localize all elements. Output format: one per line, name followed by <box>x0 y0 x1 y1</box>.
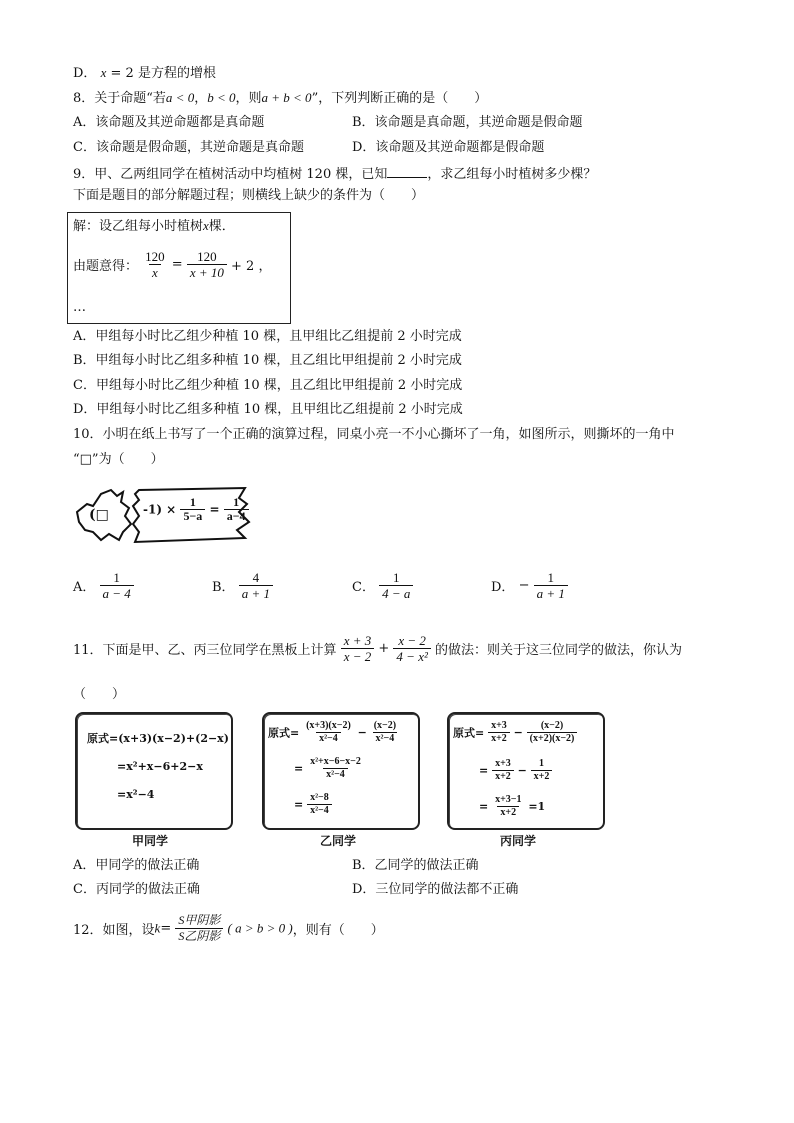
q9-box-line1 <box>73 217 235 236</box>
torn-frac-1 <box>180 496 205 523</box>
q11-stem-b: 的做法：则关于这三位同学的做法，你认为 <box>435 643 683 658</box>
equals: = <box>294 798 304 811</box>
frac-den: x+2 <box>492 770 514 783</box>
q9-eq: = <box>171 257 183 272</box>
board-yi-line2 <box>294 756 364 781</box>
q10-stem1: 10．小明在纸上书写了一个正确的演算过程，同桌小亮一不小心撕坏了一角，如图所示，则撕坏的一角中 <box>73 427 675 442</box>
q11-frac-2 <box>393 633 430 664</box>
q9-box-line1-b: 棵． <box>208 219 235 234</box>
q12-stem <box>73 913 384 944</box>
q9-box-ellipsis: … <box>73 300 86 315</box>
q10-option-c <box>352 570 413 601</box>
board-bing-caption: 丙同学 <box>500 834 537 848</box>
torn-paper-figure <box>73 482 253 552</box>
q8-stem <box>73 89 487 108</box>
q9-stem-a: 9．甲、乙两组同学在植树活动中均植树 120 棵，已知 <box>73 167 388 182</box>
equals: = <box>479 764 489 777</box>
option-label: A． <box>73 580 96 595</box>
frac-num: 4 <box>252 570 260 585</box>
frac-den: x²−4 <box>307 804 332 817</box>
frac-den: x − 2 <box>341 648 375 664</box>
frac-num: x − 2 <box>398 633 426 648</box>
frac-num: x²−8 <box>310 792 329 803</box>
frac-num: (x−2) <box>540 720 564 731</box>
minus: − <box>513 726 523 739</box>
board-bing-l3-frac <box>492 794 524 819</box>
q8-stem-a: 8．关于命题“若 <box>73 91 166 106</box>
q10-option-d <box>491 570 568 601</box>
frac-num: x²+x−6−x−2 <box>310 756 361 767</box>
q11-frac-1 <box>341 633 375 664</box>
frac-num: 1 <box>113 570 120 585</box>
board-bing-l1-frac2 <box>527 720 578 745</box>
q8-option-c: C．该命题是假命题，其逆命题是真命题 <box>73 140 304 155</box>
frac-den: a + 1 <box>534 585 568 601</box>
q8-sep1: ， <box>194 91 208 106</box>
q9-box-line1-a: 解：设乙组每小时植树 <box>73 219 204 234</box>
q9-stem2: 下面是题目的部分解题过程；则横线上缺少的条件为（ ） <box>73 188 425 203</box>
frac-den: a + 1 <box>239 585 273 601</box>
q8-cond2: b < 0 <box>207 90 236 105</box>
frac-num: x + 3 <box>343 633 372 648</box>
frac-num: x+3−1 <box>495 794 522 805</box>
frac-den: a − 4 <box>100 585 134 601</box>
q12-k: k <box>154 920 161 936</box>
frac-num: (x+3)(x−2) <box>306 720 351 731</box>
frac-den: (x+2)(x−2) <box>527 732 578 745</box>
frac-num: 1 <box>539 758 545 769</box>
equals: = <box>479 800 489 813</box>
q9-solution-box <box>67 212 291 324</box>
board-yi-line3 <box>294 792 332 817</box>
q8-option-b: B．该命题是真命题，其逆命题是假命题 <box>352 115 583 130</box>
board-bing-line2 <box>479 758 552 783</box>
q9-option-d: D．甲组每小时比乙组多种植 10 棵，且甲组比乙组提前 2 小时完成 <box>73 402 463 417</box>
q10-option-a <box>73 570 134 601</box>
q11-option-c: C．丙同学的做法正确 <box>73 882 200 897</box>
q12-cond: ( a > b > 0 ) <box>227 920 293 936</box>
q11-option-a: A．甲同学的做法正确 <box>73 858 200 873</box>
q9-box-var: x <box>203 218 209 233</box>
q9-frac2-num: 120 <box>197 249 217 264</box>
q10-option-a-frac <box>100 570 134 601</box>
frac-den: x+2 <box>488 732 510 745</box>
board-bing <box>447 712 605 830</box>
board-yi-l3-frac <box>307 792 332 817</box>
frac-den: x²−4 <box>316 732 341 745</box>
frac-den: x²−4 <box>323 768 348 781</box>
q9-fraction-1 <box>142 249 168 280</box>
board-bing-line3 <box>479 794 545 819</box>
q10-option-c-frac <box>379 570 413 601</box>
frac-den: 4 − a <box>379 585 413 601</box>
q8-option-d: D．该命题及其逆命题都是假命题 <box>352 140 545 155</box>
prev-option-d <box>73 64 216 83</box>
option-label: C． <box>352 580 375 595</box>
frac-den: S乙阴影 <box>175 928 223 944</box>
q10-option-d-frac <box>534 570 568 601</box>
q9-box-equation <box>73 249 271 280</box>
frac-num: (x−2) <box>373 720 397 731</box>
option-sign: − <box>518 578 530 593</box>
torn-left-text: (□ <box>89 507 109 523</box>
option-label: D． <box>73 66 97 81</box>
board-jia-line1: 原式=(x+3)(x−2)+(2−x) <box>87 732 229 745</box>
minus: − <box>357 726 367 739</box>
q9-option-a: A．甲组每小时比乙组少种植 10 棵，且甲组比乙组提前 2 小时完成 <box>73 329 462 344</box>
q8-stem-b: ”，下列判断正确的是（ ） <box>311 91 488 106</box>
prefix: 原式= <box>453 726 485 740</box>
q11-option-d: D．三位同学的做法都不正确 <box>352 882 519 897</box>
q8-option-a: A．该命题及其逆命题都是真命题 <box>73 115 265 130</box>
frac-num: 1 <box>547 570 555 585</box>
q9-box-line2-a: 由题意得： <box>73 259 139 274</box>
minus: − <box>517 764 527 777</box>
q9-frac1-den: x <box>149 264 161 280</box>
board-yi-l1-frac1 <box>303 720 354 745</box>
option-label: B． <box>212 580 235 595</box>
board-jia-line2: =x²+x−6+2−x <box>117 760 203 773</box>
q12-fraction <box>175 913 223 944</box>
frac-num: x+3 <box>495 758 511 769</box>
math-var: x <box>100 65 107 80</box>
frac-num: S甲阴影 <box>178 913 221 927</box>
q8-cond1: a < 0 <box>165 90 195 105</box>
q9-fraction-2 <box>187 249 227 280</box>
frac-den: x+2 <box>531 770 553 783</box>
frac-num: 1 <box>392 570 400 585</box>
board-yi-line1 <box>268 720 399 745</box>
torn-f1-num: 1 <box>189 495 196 509</box>
board-yi <box>262 712 420 830</box>
board-bing-line1 <box>453 720 577 745</box>
torn-f2-den: a−4 <box>224 509 249 523</box>
board-bing-l2-frac2 <box>531 758 553 783</box>
option-text: 是方程的增根 <box>137 66 216 81</box>
equals: = <box>294 762 304 775</box>
board-yi-l2-frac <box>307 756 364 781</box>
torn-eq: = <box>209 502 220 517</box>
q9-frac2-den: x + 10 <box>187 264 227 280</box>
board-jia-line3: =x²−4 <box>117 788 155 801</box>
q11-option-b: B．乙同学的做法正确 <box>352 858 479 873</box>
q9-tail: + 2 ， <box>231 259 272 274</box>
option-label: D． <box>491 580 515 595</box>
q10-option-b-frac <box>239 570 273 601</box>
torn-f2-num: 1 <box>233 495 240 509</box>
q9-frac1-num: 120 <box>145 249 165 264</box>
board-jia <box>75 712 233 830</box>
q11-paren: （ ） <box>73 687 126 702</box>
q12-stem-b: ，则有（ ） <box>292 923 384 938</box>
q8-cond3: a + b < 0 <box>261 90 312 105</box>
q11-stem <box>73 633 682 664</box>
frac-num: x+3 <box>491 720 507 731</box>
q9-blank <box>387 163 427 178</box>
torn-frac-2 <box>224 496 249 523</box>
q9-option-c: C．甲组每小时比乙组少种植 10 棵，且乙组比甲组提前 2 小时完成 <box>73 378 463 393</box>
torn-f1-den: 5−a <box>180 509 205 523</box>
frac-den: x+2 <box>497 806 519 819</box>
frac-den: 4 − x² <box>393 648 430 664</box>
board-bing-l1-frac1 <box>488 720 510 745</box>
q11-plus: + <box>378 641 390 656</box>
q9-stem <box>73 163 596 184</box>
math-expr: = 2 <box>110 66 134 81</box>
q10-option-b <box>212 570 273 601</box>
board-yi-caption: 乙同学 <box>320 834 357 848</box>
board-yi-l1-frac2 <box>371 720 399 745</box>
prefix: 原式= <box>268 726 300 740</box>
q11-stem-a: 11．下面是甲、乙、丙三位同学在黑板上计算 <box>73 643 337 658</box>
q12-stem-a: 12．如图，设 <box>73 923 155 938</box>
q10-stem2: “□”为（ ） <box>73 452 164 467</box>
q9-stem-b: ，求乙组每小时植树多少棵？ <box>427 167 597 182</box>
q9-option-b: B．甲组每小时比乙组多种植 10 棵，且乙组比甲组提前 2 小时完成 <box>73 353 462 368</box>
q8-sep2: ，则 <box>235 91 262 106</box>
frac-den: x²−4 <box>373 732 398 745</box>
tail: =1 <box>528 800 546 813</box>
board-bing-l2-frac1 <box>492 758 514 783</box>
torn-expression <box>143 496 249 523</box>
q12-eq: = <box>160 921 172 936</box>
board-jia-caption: 甲同学 <box>132 834 169 848</box>
torn-mid: -1) × <box>143 502 177 517</box>
